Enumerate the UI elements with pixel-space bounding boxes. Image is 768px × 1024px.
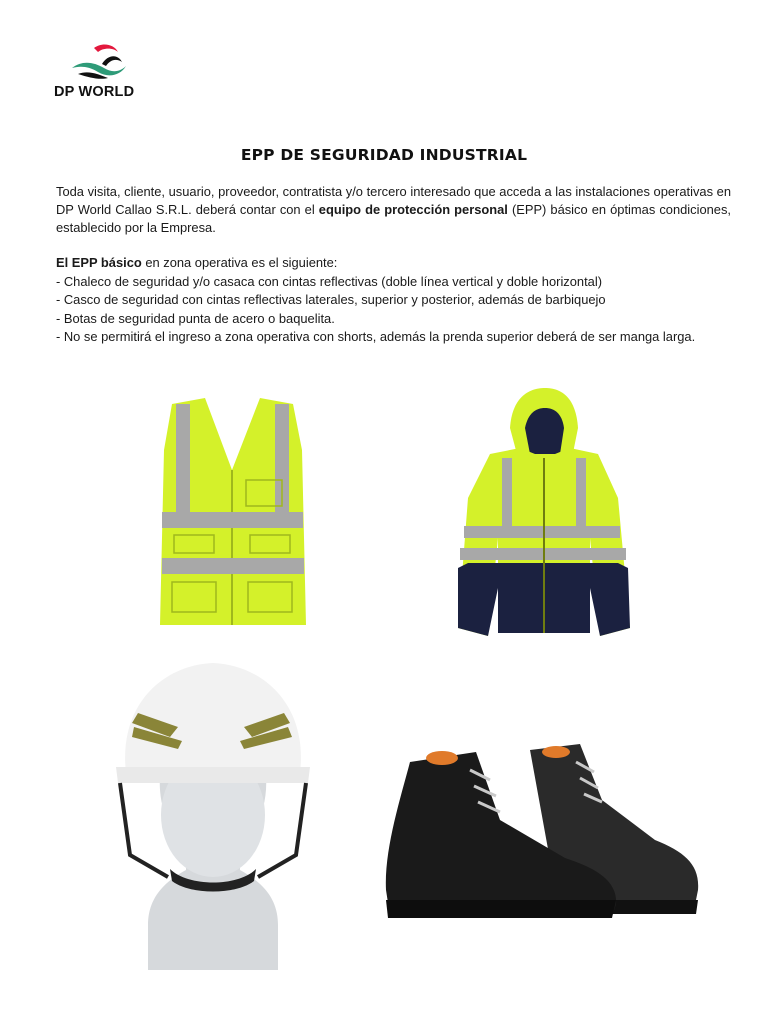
safety-vest-icon (150, 390, 315, 635)
basic-lead-rest: en zona operativa es el siguiente: (141, 255, 338, 270)
intro-paragraph (56, 183, 731, 237)
basic-lead (56, 254, 736, 273)
safety-helmet-icon (108, 655, 318, 970)
safety-boots-icon (380, 740, 702, 918)
safety-jacket-image (450, 388, 635, 643)
basic-lead-bold: El EPP básico (56, 255, 142, 270)
company-logo (52, 42, 148, 102)
intro-bold-epp: equipo de protección personal (318, 202, 508, 217)
dp-world-logo-icon (64, 42, 130, 82)
list-item: - No se permitirá el ingreso a zona operativa con shorts, además la prenda superior deberá de ser manga larga. (56, 329, 696, 344)
list-item: - Chaleco de seguridad y/o casaca con cintas reflectivas (doble línea vertical y doble horizontal) (56, 273, 602, 289)
logo-wordmark: DP WORLD (54, 84, 135, 100)
safety-helmet-image (108, 655, 318, 970)
basic-epp-section (56, 254, 736, 347)
safety-boots-image (380, 740, 702, 918)
list-item: - Casco de seguridad con cintas reflectivas laterales, superior y posterior, además de barbiquejo (56, 292, 606, 307)
safety-jacket-icon (450, 388, 635, 643)
safety-vest-image (150, 390, 315, 635)
page-title: EPP DE SEGURIDAD INDUSTRIAL (240, 146, 528, 164)
intro-text-2: (EPP) básico en óptimas condiciones, establecido por la Empresa. (56, 202, 731, 235)
list-item: - Botas de seguridad punta de acero o baquelita. (56, 310, 335, 326)
intro-text-1: Toda visita, cliente, usuario, proveedor, contratista y/o tercero interesado que acceda a las instalaciones operativas en DP World Callao S.R.L. deberá contar con el (56, 184, 731, 217)
